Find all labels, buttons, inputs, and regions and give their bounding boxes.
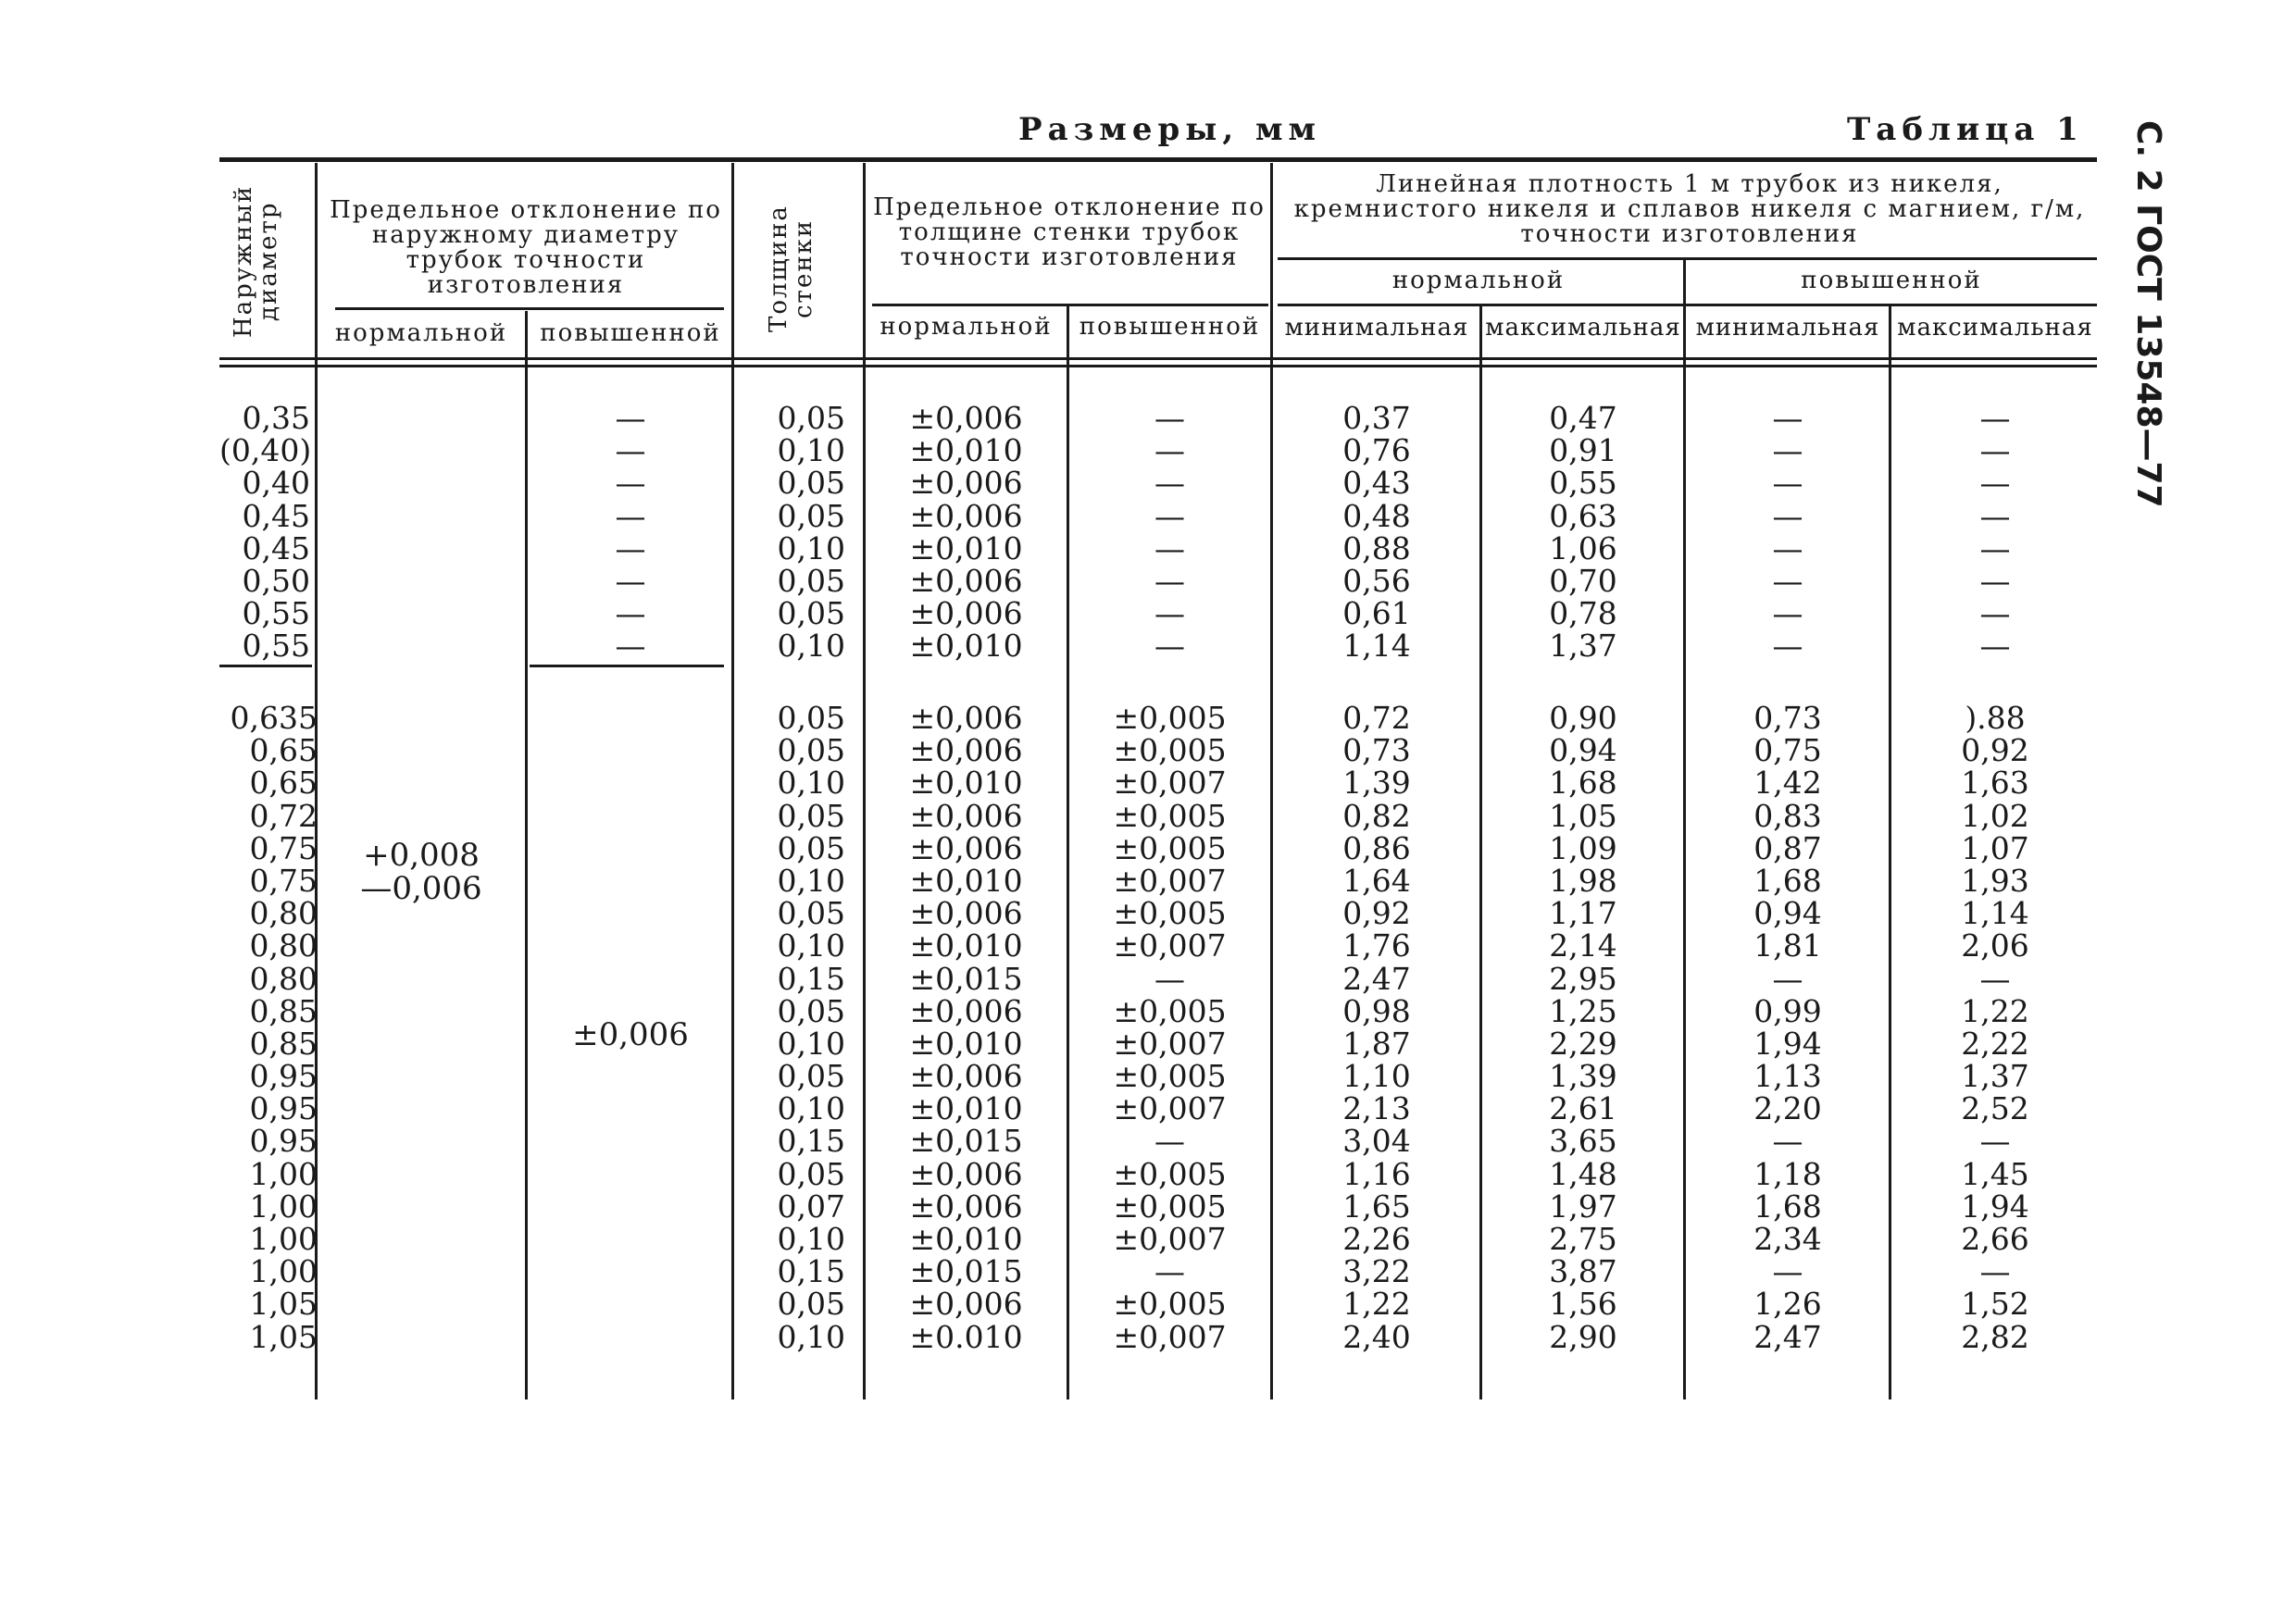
table-cell: 1,63 [1961, 765, 2029, 802]
table-cell: 2,13 [1342, 1090, 1411, 1127]
table-cell: 0,75 [249, 862, 318, 899]
table-cell: 1,65 [1342, 1188, 1411, 1225]
table-cell: ±0,007 [1113, 1221, 1227, 1257]
table-cell: 0,05 [777, 895, 845, 932]
table-cell: 1,64 [1342, 862, 1411, 899]
g2-diameter-column [219, 702, 318, 1353]
vrule-7 [1479, 305, 1482, 1399]
table-cell: 0,90 [1549, 700, 1617, 736]
table-cell: 0,72 [1342, 700, 1411, 736]
table-label: Таблица 1 [1847, 111, 2084, 148]
g2-high-max-column [1893, 702, 2097, 1353]
group-divider-diameter [219, 665, 312, 667]
table-cell: — [615, 628, 646, 665]
table-cell: ±0.010 [909, 1318, 1023, 1355]
table-cell: ±0,006 [909, 465, 1023, 502]
table-cell: 0,75 [1753, 732, 1822, 769]
table-cell: 0,88 [1342, 529, 1411, 566]
table-cell: 1,48 [1549, 1155, 1617, 1192]
table-cell: 0,92 [1961, 732, 2029, 769]
table-cell: 2,90 [1549, 1318, 1617, 1355]
table-cell: 0,48 [1342, 497, 1411, 534]
table-cell: 1,10 [1342, 1058, 1411, 1095]
table-cell: ±0,005 [1113, 992, 1227, 1029]
table-cell: ±0,005 [1113, 797, 1227, 834]
table-cell: 0,82 [1342, 797, 1411, 834]
table-cell: ±0,006 [909, 732, 1023, 769]
table-cell: — [1979, 595, 2011, 632]
density-subrule-2 [1278, 304, 2097, 306]
table-cell: 0,05 [777, 497, 845, 534]
table-cell: — [1979, 465, 2011, 502]
table-cell: 1,00 [249, 1188, 318, 1225]
header-normal-min: минимальная [1284, 314, 1469, 342]
table-cell: 1,93 [1961, 862, 2029, 899]
header-outer-deviation: Предельное отклонение по наружному диаметру трубок точности изготовления [330, 196, 722, 299]
header-outer-dev-normal: нормальной [334, 319, 508, 347]
table-cell: 0,05 [777, 1058, 845, 1095]
table-cell: ±0,006 [909, 1286, 1023, 1323]
header-high-min: минимальная [1695, 314, 1880, 342]
vrule-3 [731, 163, 734, 1399]
table-cell: 1,16 [1342, 1155, 1411, 1192]
table-cell: 0,56 [1342, 562, 1411, 599]
g1-normal-max-column [1484, 402, 1682, 663]
header-wall-dev-high: повышенной [1079, 313, 1261, 341]
g1-wall-dev-normal-column [867, 402, 1065, 663]
g2-high-min-column [1688, 702, 1888, 1353]
top-rule [219, 157, 2097, 162]
table-cell: (0,40) [219, 432, 312, 469]
table-cell: — [1979, 562, 2011, 599]
vrule-5 [1067, 305, 1069, 1399]
table-cell: 0,10 [777, 1090, 845, 1127]
table-cell: 1,87 [1342, 1025, 1411, 1062]
table-cell: 0,63 [1549, 497, 1617, 534]
g1-diameter-column [219, 402, 310, 663]
table-cell: 0,73 [1342, 732, 1411, 769]
table-cell: ±0,010 [909, 432, 1023, 469]
table-cell: 0,15 [777, 960, 845, 997]
table-cell: 2,47 [1753, 1318, 1822, 1355]
table-cell: ±0,005 [1113, 1286, 1227, 1323]
table-cell: — [1979, 529, 2011, 566]
table-cell: 1,00 [249, 1155, 318, 1192]
table-cell: 1,06 [1549, 529, 1617, 566]
table-cell: — [1154, 1253, 1185, 1290]
table-cell: 0,15 [777, 1123, 845, 1160]
header-high-max: максимальная [1897, 314, 2093, 342]
table-cell: — [1772, 432, 1803, 469]
table-cell: ±0,010 [909, 1221, 1023, 1257]
table-cell: ±0,010 [909, 862, 1023, 899]
table-cell: 0,05 [777, 562, 845, 599]
table-cell: 0,10 [777, 1221, 845, 1257]
table-cell: 2,06 [1961, 927, 2029, 964]
table-cell: — [1979, 497, 2011, 534]
table-cell: 1,68 [1753, 862, 1822, 899]
g2-wall-dev-high-column [1071, 702, 1268, 1353]
table-cell: 2,29 [1549, 1025, 1617, 1062]
table-cell: 0,95 [249, 1058, 318, 1095]
table-cell: 1,09 [1549, 829, 1617, 866]
table-cell: 1,37 [1549, 628, 1617, 665]
table-cell: — [1154, 432, 1185, 469]
table-cell: — [1154, 497, 1185, 534]
table-cell: ±0,006 [909, 829, 1023, 866]
table-cell: 0,55 [242, 628, 310, 665]
table-cell: 1,17 [1549, 895, 1617, 932]
table-cell: 0,95 [249, 1090, 318, 1127]
g1-normal-min-column [1275, 402, 1479, 663]
table-cell: 3,87 [1549, 1253, 1617, 1290]
table-cell: — [615, 562, 646, 599]
vrule-9 [1889, 305, 1891, 1399]
table-cell: 0,37 [1342, 400, 1411, 436]
g2-wall-dev-normal-column [867, 702, 1065, 1353]
table-cell: — [1154, 595, 1185, 632]
header-wall-deviation: Предельное отклонение по толщине стенки трубок точности изготовления [873, 193, 1266, 271]
table-cell: — [1979, 400, 2011, 436]
table-cell: ±0,006 [909, 562, 1023, 599]
table-cell: 0,70 [1549, 562, 1617, 599]
table-cell: 2,22 [1961, 1025, 2029, 1062]
table-cell: — [1772, 562, 1803, 599]
table-cell: — [1979, 1253, 2011, 1290]
table-cell: 1,22 [1961, 992, 2029, 1029]
table-cell: 3,22 [1342, 1253, 1411, 1290]
table-cell: ±0,006 [909, 797, 1023, 834]
header-density-normal: нормальной [1391, 267, 1566, 294]
table-cell: ±0,010 [909, 927, 1023, 964]
table-cell: 0,10 [777, 862, 845, 899]
table-cell: 0,80 [249, 927, 318, 964]
table-cell: — [1772, 400, 1803, 436]
table-cell: 0,47 [1549, 400, 1617, 436]
table-cell: 0,65 [249, 765, 318, 802]
table-cell: ±0,010 [909, 529, 1023, 566]
table-cell: ±0,010 [909, 628, 1023, 665]
table-cell: 0,35 [242, 400, 310, 436]
table-cell: ±0,005 [1113, 895, 1227, 932]
table-cell: 0,05 [777, 700, 845, 736]
g1-wall-dev-high-column [1071, 402, 1268, 663]
table-cell: 0,45 [242, 497, 310, 534]
table-cell: 0,15 [777, 1253, 845, 1290]
table-cell: 0,65 [249, 732, 318, 769]
table-cell: 0,05 [777, 1155, 845, 1192]
table-cell: ±0,006 [909, 895, 1023, 932]
table-cell: 0,80 [249, 960, 318, 997]
table-cell: 1,94 [1961, 1188, 2029, 1225]
table-cell: 1,13 [1753, 1058, 1822, 1095]
table-cell: — [1154, 465, 1185, 502]
table-cell: 0,76 [1342, 432, 1411, 469]
table-cell: ±0,006 [909, 1058, 1023, 1095]
table-cell: 0,10 [777, 432, 845, 469]
table-cell: 3,65 [1549, 1123, 1617, 1160]
table-cell: 0,05 [777, 595, 845, 632]
table-cell: 0,40 [242, 465, 310, 502]
table-cell: 0,86 [1342, 829, 1411, 866]
table-cell: ±0,005 [1113, 732, 1227, 769]
table-cell: 1,68 [1549, 765, 1617, 802]
table-cell: 0,83 [1753, 797, 1822, 834]
od-normal-merged [319, 839, 523, 905]
table-cell: ±0,015 [909, 1123, 1023, 1160]
g2-wall-column [736, 702, 845, 1353]
table-cell: 0,75 [249, 829, 318, 866]
table-cell: 2,47 [1342, 960, 1411, 997]
table-cell: 1,05 [249, 1286, 318, 1323]
table-cell: ±0,015 [909, 960, 1023, 997]
table-cell: 0,10 [777, 765, 845, 802]
table-cell: 0,10 [777, 628, 845, 665]
table-cell: 0,73 [1753, 700, 1822, 736]
table-cell: — [1772, 628, 1803, 665]
table-cell: — [1772, 595, 1803, 632]
table-cell: 1,22 [1342, 1286, 1411, 1323]
table-cell: — [1772, 497, 1803, 534]
table-cell: 0,50 [242, 562, 310, 599]
outer-dev-subrule [335, 307, 724, 310]
table-cell: 2,52 [1961, 1090, 2029, 1127]
od-normal-plus: +0,008 [363, 837, 480, 874]
table-cell: ±0,006 [909, 497, 1023, 534]
table-cell: 1,18 [1753, 1155, 1822, 1192]
table-cell: 0,45 [242, 529, 310, 566]
table-cell: ±0,007 [1113, 862, 1227, 899]
table-cell: ±0,007 [1113, 1025, 1227, 1062]
header-outer-diameter: Наружный диаметр [230, 184, 282, 339]
table-cell: 0,78 [1549, 595, 1617, 632]
table-cell: 2,61 [1549, 1090, 1617, 1127]
table-cell: 2,14 [1549, 927, 1617, 964]
table-cell: 1,81 [1753, 927, 1822, 964]
table-cell: 0,94 [1753, 895, 1822, 932]
table-cell: — [1154, 960, 1185, 997]
table-cell: 2,95 [1549, 960, 1617, 997]
table-cell: 0,61 [1342, 595, 1411, 632]
table-cell: 0,85 [249, 1025, 318, 1062]
table-cell: 2,75 [1549, 1221, 1617, 1257]
table-cell: 0,07 [777, 1188, 845, 1225]
table-cell: 0,10 [777, 1318, 845, 1355]
table-cell: — [1772, 1253, 1803, 1290]
table-cell: — [1772, 465, 1803, 502]
table-cell: — [1154, 562, 1185, 599]
table-cell: — [1979, 432, 2011, 469]
table-cell: 2,82 [1961, 1318, 2029, 1355]
table-cell: — [1772, 1123, 1803, 1160]
table-cell: ±0,006 [909, 992, 1023, 1029]
wall-dev-subrule [872, 304, 1268, 306]
table-cell: 1,25 [1549, 992, 1617, 1029]
table-cell: 0,05 [777, 797, 845, 834]
table-cell: 0,10 [777, 927, 845, 964]
table-cell: 0,55 [1549, 465, 1617, 502]
table-cell: — [1979, 628, 2011, 665]
g1-high-min-column [1688, 402, 1888, 663]
table-cell: ±0,010 [909, 1025, 1023, 1062]
table-cell: 0,10 [777, 1025, 845, 1062]
table-cell: 2,26 [1342, 1221, 1411, 1257]
table-cell: 2,20 [1753, 1090, 1822, 1127]
table-cell: ±0,007 [1113, 927, 1227, 964]
table-cell: 1,07 [1961, 829, 2029, 866]
table-cell: 1,76 [1342, 927, 1411, 964]
g2-normal-min-column [1275, 702, 1479, 1353]
g1-high-max-column [1893, 402, 2097, 663]
table-cell: ±0,015 [909, 1253, 1023, 1290]
table-cell: ±0,005 [1113, 829, 1227, 866]
table-cell: 1,45 [1961, 1155, 2029, 1192]
vrule-6 [1270, 163, 1273, 1399]
table-cell: — [1979, 1123, 2011, 1160]
table-cell: ±0,005 [1113, 1155, 1227, 1192]
table-cell: 0,05 [777, 1286, 845, 1323]
table-cell: 0,05 [777, 829, 845, 866]
table-cell: 1,97 [1549, 1188, 1617, 1225]
table-cell: 1,42 [1753, 765, 1822, 802]
table-cell: — [1772, 529, 1803, 566]
table-cell: ±0,006 [909, 595, 1023, 632]
g1-wall-column [736, 402, 845, 663]
vrule-8 [1683, 259, 1686, 1399]
table-cell: — [1154, 1123, 1185, 1160]
table-cell: 0,05 [777, 992, 845, 1029]
table-cell: — [1154, 400, 1185, 436]
table-cell: 0,55 [242, 595, 310, 632]
table-cell: 0,43 [1342, 465, 1411, 502]
table-cell: ±0,007 [1113, 765, 1227, 802]
header-wall-thickness: Толщина стенки [765, 205, 817, 332]
header-normal-max: максимальная [1485, 314, 1681, 342]
od-normal-minus: —0,006 [360, 870, 482, 907]
table-cell: — [615, 497, 646, 534]
table-cell: — [1979, 960, 2011, 997]
table-cell: 0,05 [777, 400, 845, 436]
table-cell: 1,37 [1961, 1058, 2029, 1095]
header-rule-2 [219, 365, 2097, 367]
vrule-2 [525, 311, 528, 1399]
table-cell: — [615, 529, 646, 566]
table-cell: ±0,010 [909, 1090, 1023, 1127]
header-rule-1 [219, 357, 2097, 360]
table-cell: — [615, 595, 646, 632]
table-title: Размеры, мм [1018, 111, 1322, 148]
table-cell: 1,00 [249, 1221, 318, 1257]
table-cell: 1,52 [1961, 1286, 2029, 1323]
table-cell: 1,14 [1961, 895, 2029, 932]
table-cell: — [615, 400, 646, 436]
header-density-high: повышенной [1801, 267, 1982, 294]
table-cell: 0,10 [777, 529, 845, 566]
od-high-merged: ±0,006 [572, 1016, 689, 1053]
table-cell: ).88 [1965, 700, 2026, 736]
table-cell: 0,05 [777, 465, 845, 502]
table-cell: 0,85 [249, 992, 318, 1029]
g2-normal-max-column [1484, 702, 1682, 1353]
table-cell: 1,26 [1753, 1286, 1822, 1323]
table-cell: 1,56 [1549, 1286, 1617, 1323]
table-cell: ±0,005 [1113, 1188, 1227, 1225]
table-cell: 0,98 [1342, 992, 1411, 1029]
density-subrule [1278, 257, 2097, 260]
table-cell: 1,02 [1961, 797, 2029, 834]
table-cell: 2,40 [1342, 1318, 1411, 1355]
table-cell: 3,04 [1342, 1123, 1411, 1160]
table-cell: 0,72 [249, 797, 318, 834]
table-cell: 1,00 [249, 1253, 318, 1290]
table-cell: — [615, 465, 646, 502]
table-cell: — [615, 432, 646, 469]
vrule-4 [863, 163, 866, 1399]
table-cell: ±0,007 [1113, 1090, 1227, 1127]
table-cell: 1,68 [1753, 1188, 1822, 1225]
table-cell: ±0,007 [1113, 1318, 1227, 1355]
table-cell: 2,34 [1753, 1221, 1822, 1257]
table-cell: — [1772, 960, 1803, 997]
group-divider-od-high [530, 665, 724, 667]
table-cell: 0,87 [1753, 829, 1822, 866]
table-cell: 0,80 [249, 895, 318, 932]
table-cell: 0,95 [249, 1123, 318, 1160]
header-outer-dev-high: повышенной [540, 319, 721, 347]
table-cell: 0,635 [230, 700, 318, 736]
table-cell: — [1154, 529, 1185, 566]
table-cell: 1,05 [249, 1318, 318, 1355]
header-wall-dev-normal: нормальной [880, 313, 1053, 341]
table-cell: 0,94 [1549, 732, 1617, 769]
side-page-label: С. 2 ГОСТ 13548—77 [2129, 120, 2167, 508]
table-cell: — [1154, 628, 1185, 665]
table-cell: 1,98 [1549, 862, 1617, 899]
g1-od-high-column [530, 402, 731, 663]
table-cell: 0,05 [777, 732, 845, 769]
table-cell: ±0,005 [1113, 700, 1227, 736]
table-cell: ±0,006 [909, 400, 1023, 436]
table-cell: ±0,006 [909, 1188, 1023, 1225]
table-cell: ±0,006 [909, 700, 1023, 736]
table-cell: ±0,006 [909, 1155, 1023, 1192]
table-cell: 0,91 [1549, 432, 1617, 469]
header-density: Линейная плотность 1 м трубок из никеля, кремнистого никеля и сплавов никеля с магнием, г/м, точности изготовления [1293, 170, 2086, 248]
table-cell: 2,66 [1961, 1221, 2029, 1257]
table-cell: 0,92 [1342, 895, 1411, 932]
table-cell: 1,94 [1753, 1025, 1822, 1062]
table-cell: 0,99 [1753, 992, 1822, 1029]
table-cell: ±0,005 [1113, 1058, 1227, 1095]
table-cell: 1,39 [1549, 1058, 1617, 1095]
table-cell: ±0,010 [909, 765, 1023, 802]
table-cell: 1,14 [1342, 628, 1411, 665]
table-cell: 1,05 [1549, 797, 1617, 834]
table-cell: 1,39 [1342, 765, 1411, 802]
